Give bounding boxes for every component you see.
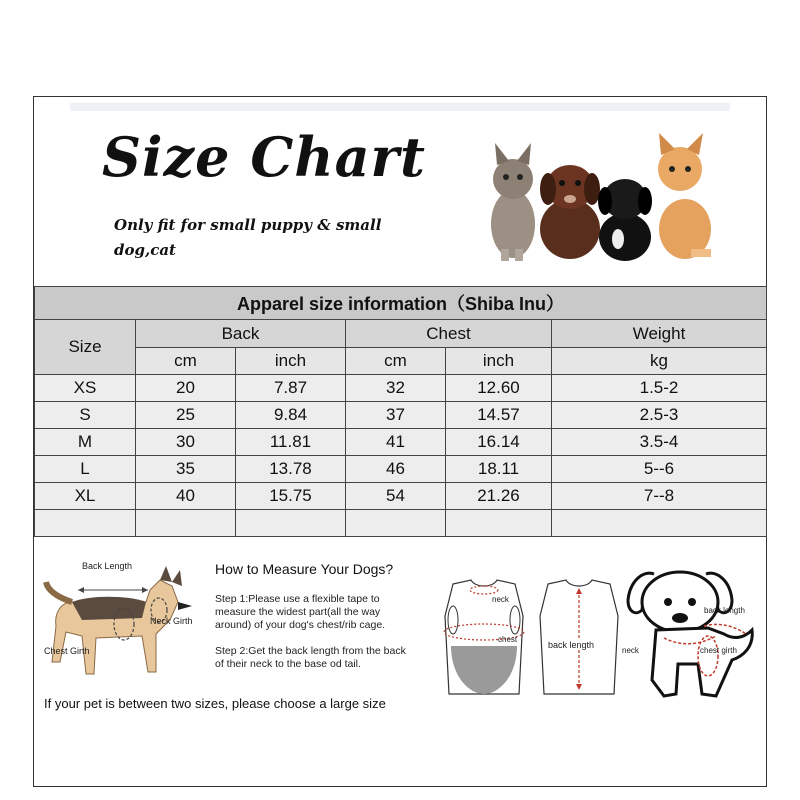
size-cell: XS — [35, 375, 136, 402]
step-2-text: Step 2:Get the back length from the back of their neck to the base od tail. — [215, 645, 406, 670]
chest-cm-cell: 46 — [346, 456, 446, 483]
chest-inch-cell: 18.11 — [446, 456, 552, 483]
fit-note: Only fit for small puppy & small dog,cat — [114, 216, 382, 259]
weight-cell: 3.5-4 — [552, 429, 767, 456]
chest-cm-cell: 37 — [346, 402, 446, 429]
vest-back-length-label: back length — [548, 640, 595, 650]
unit-chest-cm: cm — [346, 348, 446, 375]
unit-weight-kg: kg — [552, 348, 767, 375]
size-header: Size — [35, 320, 136, 375]
table-row — [35, 456, 767, 483]
cartoon-puppy-diagram — [624, 560, 764, 706]
table-row-empty — [35, 510, 767, 537]
back-cm-cell: 25 — [136, 402, 236, 429]
unit-back-cm: cm — [136, 348, 236, 375]
puppy-black-icon — [598, 179, 652, 261]
chest-inch-cell: 21.26 — [446, 483, 552, 510]
back-cm-cell: 20 — [136, 375, 236, 402]
back-cm-cell: 40 — [136, 483, 236, 510]
chest-inch-cell: 12.60 — [446, 375, 552, 402]
kitten-orange-icon — [658, 133, 711, 259]
unit-back-inch: inch — [236, 348, 346, 375]
size-chart-title: Size Chart — [102, 125, 426, 189]
chest-inch-cell: 16.14 — [446, 429, 552, 456]
back-cm-cell: 30 — [136, 429, 236, 456]
size-cell: S — [35, 402, 136, 429]
back-cm-cell: 35 — [136, 456, 236, 483]
back-inch-cell: 13.78 — [236, 456, 346, 483]
weight-cell: 7--8 — [552, 483, 767, 510]
size-cell: L — [35, 456, 136, 483]
size-chart-frame — [33, 96, 767, 787]
weight-cell: 1.5-2 — [552, 375, 767, 402]
table-row — [35, 402, 767, 429]
step-1-text: Step 1:Please use a flexible tape to measure the widest part(all the way around) of your dog's chest/rib cage. — [215, 593, 386, 631]
size-advice-note: If your pet is between two sizes, please choose a large size — [44, 696, 386, 711]
vest-back-diagram — [534, 576, 624, 700]
back-header: Back — [136, 320, 346, 348]
measure-guide — [34, 548, 766, 786]
size-cell: XL — [35, 483, 136, 510]
back-inch-cell: 9.84 — [236, 402, 346, 429]
back-length-label: Back Length — [82, 561, 133, 571]
pets-photo — [455, 129, 730, 269]
puppy-brown-icon — [540, 165, 600, 259]
vest-chest-label: chest — [498, 635, 518, 644]
chest-cm-cell: 54 — [346, 483, 446, 510]
back-inch-cell: 15.75 — [236, 483, 346, 510]
vest-neck-label: neck — [492, 595, 509, 604]
size-cell: M — [35, 429, 136, 456]
weight-cell: 5--6 — [552, 456, 767, 483]
dog-measure-diagram — [42, 562, 212, 690]
table-row — [35, 429, 767, 456]
puppy-back-length-label: back length — [704, 606, 745, 615]
neck-girth-label: Neck Girth — [150, 616, 193, 626]
back-inch-cell: 7.87 — [236, 375, 346, 402]
chest-cm-cell: 41 — [346, 429, 446, 456]
chest-girth-label: Chest Girth — [44, 646, 90, 656]
chest-inch-cell: 14.57 — [446, 402, 552, 429]
howto-title: How to Measure Your Dogs? — [215, 561, 394, 577]
unit-chest-inch: inch — [446, 348, 552, 375]
weight-cell: 2.5-3 — [552, 402, 767, 429]
table-row — [35, 375, 767, 402]
puppy-chest-girth-label: chest girth — [700, 646, 737, 655]
back-inch-cell: 11.81 — [236, 429, 346, 456]
size-table — [34, 286, 766, 537]
chest-cm-cell: 32 — [346, 375, 446, 402]
puppy-neck-label: neck — [622, 646, 639, 655]
table-caption: Apparel size information（Shiba Inu） — [35, 287, 767, 320]
header-banner — [70, 97, 730, 277]
chest-header: Chest — [346, 320, 552, 348]
table-row — [35, 483, 767, 510]
header-band — [70, 103, 730, 111]
weight-header: Weight — [552, 320, 767, 348]
kitten-gray-icon — [491, 143, 535, 261]
